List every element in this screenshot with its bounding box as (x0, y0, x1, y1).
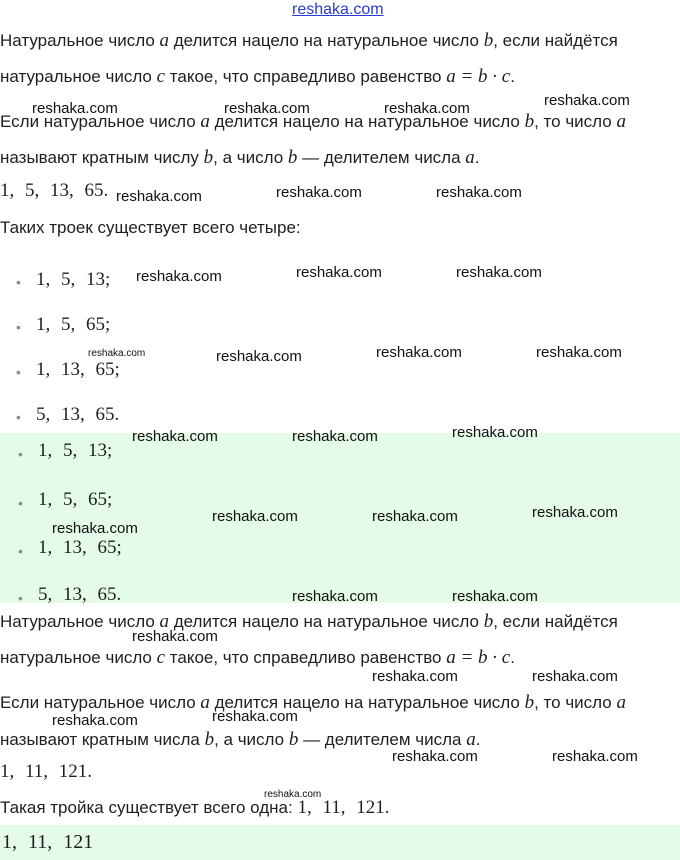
final-answer: 1, 11, 121 (2, 831, 94, 853)
text: называют кратным числу (0, 148, 204, 167)
answer-item: 1, 13, 65; (38, 537, 122, 558)
watermark: reshaka.com (212, 508, 298, 525)
bullet-icon: • (18, 446, 23, 462)
definition-1-line-1 (0, 30, 618, 52)
var-b: b (524, 692, 535, 713)
text: делится нацело на натуральное число (169, 612, 484, 631)
watermark: reshaka.com (276, 184, 362, 201)
text: Натуральное число (0, 612, 160, 631)
var-a: a (159, 30, 169, 51)
text: натуральное число (0, 648, 157, 667)
watermark: reshaka.com (536, 344, 622, 361)
watermark: reshaka.com (372, 668, 458, 685)
text: — делителем числа (298, 730, 467, 749)
text: Если натуральное число (0, 112, 201, 131)
text: Такая тройка существует всего одна: (0, 798, 298, 817)
watermark: reshaka.com (52, 712, 138, 729)
var-a: a (466, 729, 476, 750)
var-b: b (203, 147, 214, 168)
text: делится нацело на натуральное число (209, 112, 525, 131)
text: . (474, 148, 480, 167)
watermark: reshaka.com (212, 708, 298, 725)
site-link[interactable]: reshaka.com (292, 1, 384, 18)
definition-1-line-2 (0, 66, 515, 88)
text: такое, что справедливо равенство (165, 648, 447, 667)
text: натуральное число (0, 67, 157, 86)
watermark: reshaka.com (132, 428, 218, 445)
var-b: b (524, 111, 535, 132)
definition-1-line-2 (0, 647, 515, 669)
watermark: reshaka.com (452, 424, 538, 441)
triple-value: 1, 11, 121. (297, 797, 390, 818)
bullet-icon: • (16, 409, 21, 425)
watermark: reshaka.com (224, 100, 310, 117)
watermark: reshaka.com (532, 504, 618, 521)
list-item: 1, 5, 65; (36, 314, 111, 335)
text: , если найдётся (493, 612, 618, 631)
text: . (510, 648, 515, 667)
equation: a = b · c (446, 647, 511, 668)
var-c: c (156, 66, 166, 87)
bullet-icon: • (18, 543, 23, 559)
text: , а число (213, 148, 288, 167)
watermark: reshaka.com (52, 520, 138, 537)
text: , то число (534, 112, 617, 131)
list-item: 1, 13, 65; (36, 359, 120, 380)
text: делится нацело на натуральное число (169, 31, 484, 50)
text: Если натуральное число (0, 693, 201, 712)
text: называют кратным числа (0, 730, 205, 749)
definition-1-line-1 (0, 611, 618, 633)
definition-2-line-1 (0, 692, 626, 714)
list-item: 1, 5, 13; (36, 269, 111, 290)
watermark: reshaka.com (544, 92, 630, 109)
answer-item: 1, 5, 13; (38, 440, 113, 461)
var-a: a (616, 111, 626, 132)
text: Натуральное число (0, 31, 160, 50)
watermark: reshaka.com (264, 789, 322, 800)
watermark: reshaka.com (376, 344, 462, 361)
definition-2-line-2 (0, 147, 480, 169)
numbers-line: 1, 11, 121. (0, 761, 93, 782)
watermark: reshaka.com (392, 748, 478, 765)
text: , а число (214, 730, 289, 749)
var-a: a (200, 111, 210, 132)
watermark: reshaka.com (132, 628, 218, 645)
text: делится нацело на натуральное число (209, 693, 525, 712)
bullet-icon: • (16, 274, 21, 290)
var-a: a (159, 611, 169, 632)
watermark: reshaka.com (456, 264, 542, 281)
watermark: reshaka.com (452, 588, 538, 605)
watermark: reshaka.com (372, 508, 458, 525)
text: — делителем числа (297, 148, 466, 167)
answer-item: 5, 13, 65. (38, 584, 122, 605)
final-answer-box (0, 825, 680, 860)
text: , если найдётся (493, 31, 618, 50)
bullet-icon: • (16, 364, 21, 380)
bullet-icon: • (18, 495, 23, 511)
var-b: b (288, 729, 299, 750)
text: такое, что справедливо равенство (165, 67, 447, 86)
var-b: b (204, 729, 215, 750)
bullet-icon: • (16, 319, 21, 335)
text: , то число (534, 693, 617, 712)
var-b: b (287, 147, 298, 168)
var-a: a (465, 147, 475, 168)
watermark: reshaka.com (292, 588, 378, 605)
watermark: reshaka.com (532, 668, 618, 685)
watermark: reshaka.com (136, 268, 222, 285)
text: . (475, 730, 481, 749)
var-c: c (156, 647, 166, 668)
watermark: reshaka.com (436, 184, 522, 201)
var-a: a (200, 692, 210, 713)
bullet-icon: • (18, 590, 23, 606)
var-b: b (483, 30, 494, 51)
watermark: reshaka.com (296, 264, 382, 281)
watermark: reshaka.com (292, 428, 378, 445)
var-a: a (616, 692, 626, 713)
watermark: reshaka.com (216, 348, 302, 365)
watermark: reshaka.com (32, 100, 118, 117)
watermark: reshaka.com (88, 348, 146, 359)
watermark: reshaka.com (552, 748, 638, 765)
watermark: reshaka.com (116, 188, 202, 205)
watermark: reshaka.com (384, 100, 470, 117)
text: . (510, 67, 515, 86)
intro-text: Таких троек существует всего четыре: (0, 218, 301, 237)
answer-item: 1, 5, 65; (38, 489, 113, 510)
single-triple-text (0, 797, 390, 819)
var-b: b (483, 611, 494, 632)
numbers-line: 1, 5, 13, 65. (0, 180, 109, 201)
list-item: 5, 13, 65. (36, 404, 120, 425)
equation: a = b · c (446, 66, 511, 87)
